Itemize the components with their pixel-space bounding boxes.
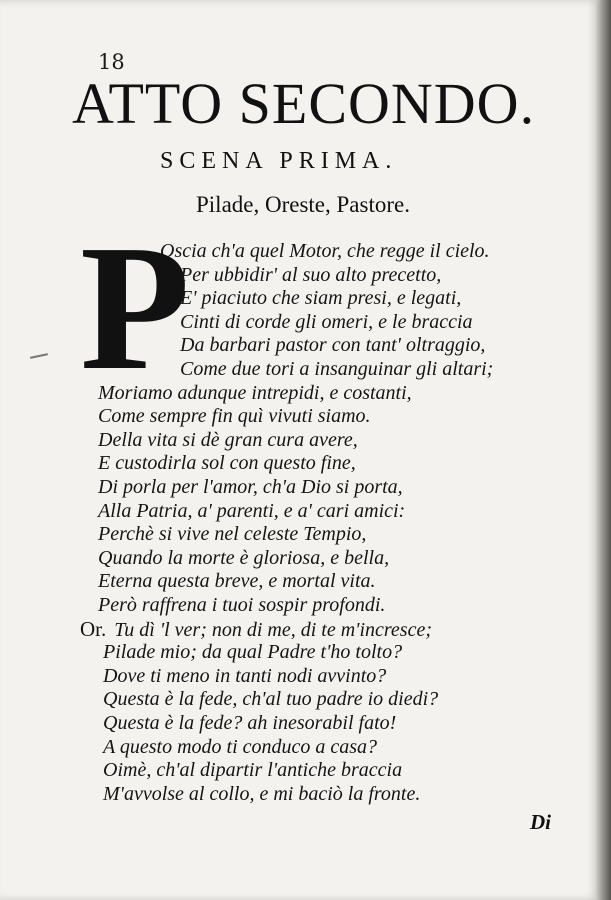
verse-line [98, 500, 405, 522]
verse-line [180, 287, 461, 309]
drop-cap: P [80, 208, 190, 407]
verse-text: Per ubbidir' al suo alto precetto, [180, 263, 442, 286]
verse-text: M'avvolse al collo, e mi baciò la fronte. [103, 782, 421, 805]
verse-text: Da barbari pastor con tant' oltraggio, [180, 334, 486, 357]
verse-text: Di porla per l'amor, ch'a Dio si porta, [98, 476, 403, 498]
character-list: Pilade, Oreste, Pastore. [196, 192, 410, 217]
act-title: ATTO SECONDO. [72, 71, 536, 136]
verse-line [103, 665, 386, 687]
verse-line [160, 240, 490, 262]
verse-text: E' piaciuto che siam presi, e legati, [180, 287, 462, 310]
verse-line [103, 736, 377, 758]
verse-text: Tu dì 'l ver; non di me, di te m'increscе; [114, 618, 432, 641]
verse-line [180, 358, 493, 380]
verse-line [98, 429, 358, 451]
verse-text: E custodirla sol con questo fine, [98, 452, 356, 475]
verse-text: A questo modo ti conduco a casa? [103, 735, 378, 758]
verse-line [103, 783, 420, 805]
verse-line [98, 452, 356, 474]
verse-line [103, 641, 402, 663]
verse-line [98, 547, 389, 569]
verse-line [103, 712, 396, 734]
verse-line [98, 570, 376, 592]
verse-line [103, 759, 402, 781]
verse-line [98, 382, 412, 404]
verse-text: Della vita si dè gran cura avere, [98, 428, 358, 451]
verse-line [98, 476, 403, 498]
verse-line [98, 523, 366, 545]
verse-text: Come sempre fin quì vivuti siamo. [98, 405, 371, 428]
catchword: Di [530, 810, 551, 834]
verse-text: Alla Patria, a' parenti, e a' cari amici: [98, 499, 406, 522]
verse-text: Perchè si vive nel celeste Tempio, [98, 523, 367, 546]
verse-line [98, 594, 385, 616]
verse-line [80, 618, 432, 640]
verse-line [180, 334, 485, 356]
page-number: 18 [98, 50, 125, 74]
verse-line [98, 405, 371, 427]
speaker-label: Or. [80, 616, 107, 641]
margin-mark [30, 353, 48, 359]
verse-text: Oimè, ch'al dipartir l'antiche braccia [103, 759, 403, 782]
verse-text: Eterna questa breve, e mortal vita. [98, 570, 376, 593]
scene-title: SCENA PRIMA. [160, 148, 398, 174]
verse-text: Questa è la fede, ch'al tuo padre io diedi? [103, 688, 439, 711]
page-edge [596, 0, 611, 900]
verse-text: Pilade mio; da qual Padre t'ho tolto? [103, 641, 403, 664]
verse-text: Però raffrena i tuoi sospir profondi. [98, 594, 386, 616]
verse-text: Come due tori a insanguinar gli altari; [180, 358, 494, 380]
verse-line [180, 264, 441, 286]
verse-text: Oscia ch'a quel Motor, che regge il cielo. [160, 240, 490, 262]
verse-text: Dove ti meno in tanti nodi avvinto? [103, 664, 387, 687]
verse-text: Cinti di corde gli omeri, e le braccia [180, 310, 473, 333]
verse-text: Moriamo adunque intrepidi, e costanti, [98, 381, 412, 404]
verse-line [103, 688, 438, 710]
verse-line [180, 311, 473, 333]
verse-text: Questa è la fede? ah inesorabil fato! [103, 712, 397, 734]
verse-text: Quando la morte è gloriosa, e bella, [98, 546, 390, 569]
